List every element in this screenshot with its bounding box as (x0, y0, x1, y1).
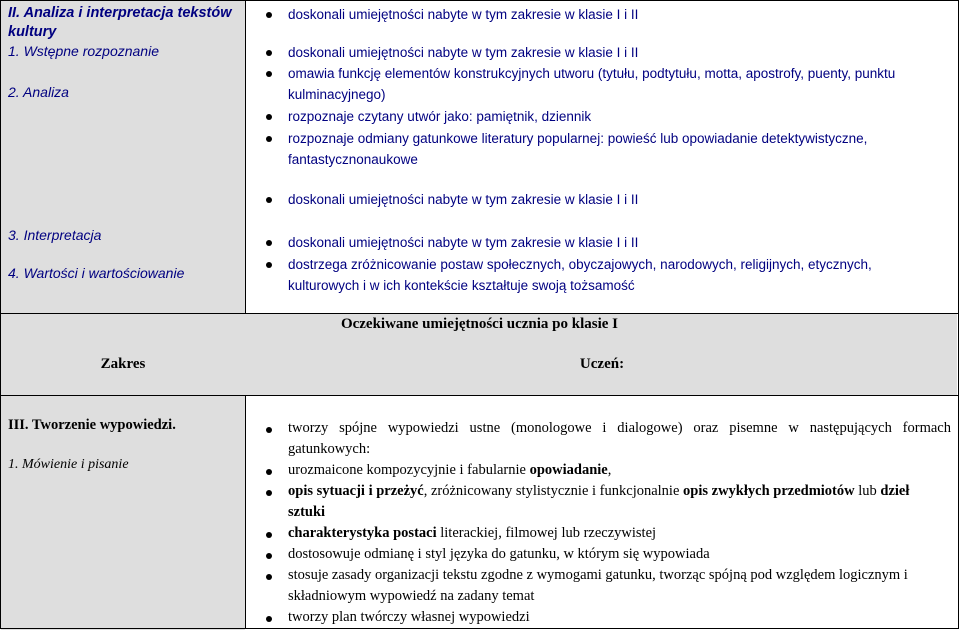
list-item: tworzy spójne wypowiedzi ustne (monologowe i dialogowe) oraz pisemne w następujących formach (288, 420, 951, 436)
list-item: omawia funkcję elementów konstrukcyjnych utworu (tytułu, podtytułu, motta, apostrofy, puenty, punktu (288, 66, 896, 81)
section-title-line1: II. Analiza i interpretacja tekstów (8, 5, 232, 21)
column-header-uczen: Uczeń: (579, 356, 625, 372)
section-title-line2: kultury (8, 24, 57, 40)
list-item: rozpoznaje czytany utwór jako: pamiętnik, dziennik (288, 109, 592, 124)
list-item-cont: składniowym wypowiedź na zadany temat (288, 588, 535, 604)
label-wstepne: 1. Wstępne rozpoznanie (8, 43, 159, 59)
list-item: doskonali umiejętności nabyte w tym zakresie w klasie I i II (288, 235, 639, 250)
list-item-cont: kulminacyjnego) (288, 87, 386, 102)
list-item: dostrzega zróżnicowanie postaw społecznych, obyczajowych, narodowych, religijnych, etycznych, (288, 257, 872, 272)
list-item: tworzy plan twórczy własnej wypowiedzi (288, 609, 530, 625)
label-interpretacja: 3. Interpretacja (8, 227, 102, 243)
list-item: urozmaicone kompozycyjnie i fabularnie opowiadanie, (288, 462, 612, 478)
list-item: rozpoznaje odmiany gatunkowe literatury popularnej: powieść lub opowiadanie detektywistyczne, (288, 131, 868, 146)
list-item: dostosowuje odmianę i styl języka do gatunku, w którym się wypowiada (288, 546, 710, 562)
list-item-cont: gatunkowych: (288, 441, 371, 457)
list-item: doskonali umiejętności nabyte w tym zakresie w klasie I i II (288, 192, 639, 207)
list-item: doskonali umiejętności nabyte w tym zakresie w klasie I i II (288, 45, 639, 60)
list-item-cont: kulturowych i w ich kontekście kształtuje swoją tożsamość (288, 278, 635, 293)
list-item: doskonali umiejętności nabyte w tym zakresie w klasie I i II (288, 7, 639, 22)
list-item-cont: fantastycznonaukowe (288, 152, 418, 167)
column-header-zakres: Zakres (100, 356, 146, 372)
label-wartosci: 4. Wartości i wartościowanie (8, 265, 185, 281)
list-item: opis sytuacji i przeżyć, zróżnicowany stylistycznie i funkcjonalnie opis zwykłych przedmiotów lub dzieł (288, 483, 910, 499)
label-analiza: 2. Analiza (8, 84, 69, 100)
section-title-tworzenie: III. Tworzenie wypowiedzi. (8, 417, 176, 433)
list-item-cont: sztuki (288, 504, 326, 520)
label-mowienie: 1. Mówienie i pisanie (8, 457, 129, 472)
list-item: stosuje zasady organizacji tekstu zgodne z wymogami gatunku, tworząc spójną pod względem logicznym i (288, 567, 908, 583)
list-item: charakterystyka postaci literackiej, filmowej lub rzeczywistej (288, 525, 657, 541)
expected-skills-heading: Oczekiwane umiejętności ucznia po klasie I (340, 316, 619, 332)
